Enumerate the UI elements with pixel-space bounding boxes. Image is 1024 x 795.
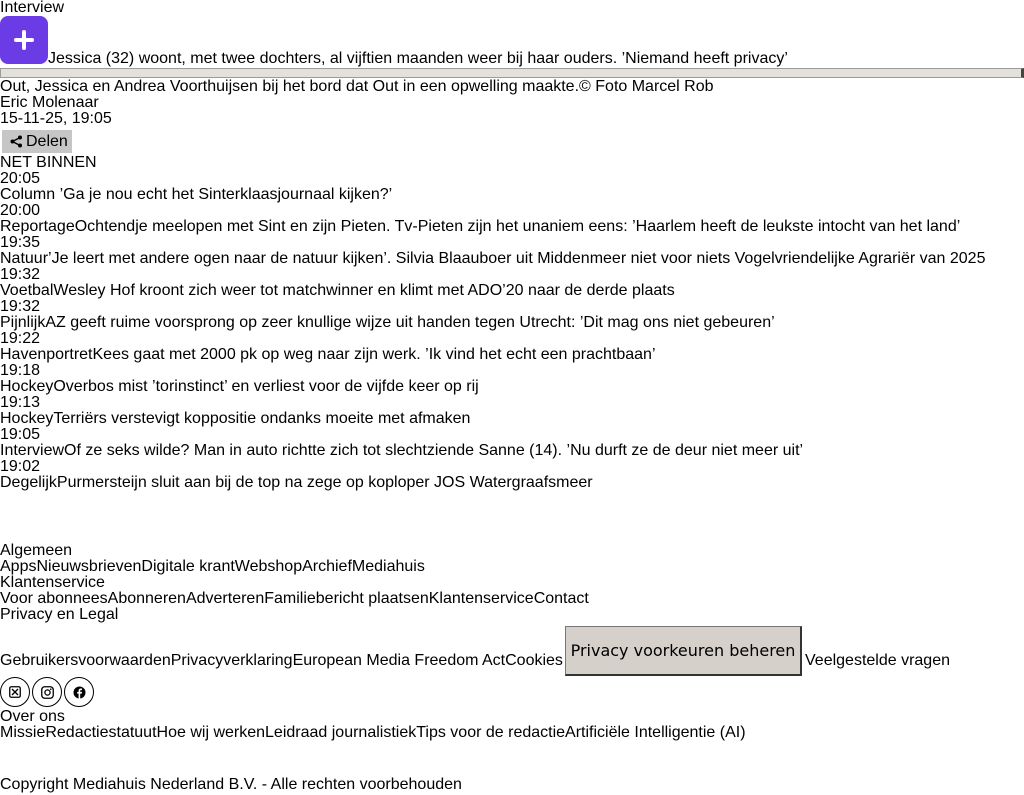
footer-customer-service-title: Klantenservice xyxy=(0,574,105,591)
news-item-title: Kees gaat met 2000 pk op weg naar zijn werk. ’Ik vind het echt een prachtbaan’ xyxy=(92,346,656,363)
news-item-time: 19:13 xyxy=(0,394,41,411)
footer-privacy-links xyxy=(0,653,563,669)
news-item-link[interactable] xyxy=(0,443,803,459)
caption-text: Out, Jessica en Andrea Voorthuijsen bij het bord dat Out in een opwelling maakte. xyxy=(0,78,580,95)
footer-link-webshop[interactable]: Webshop xyxy=(234,558,303,575)
news-item-title: AZ geeft ruime voorsprong op zeer knullige wijze uit handen tegen Utrecht: ’Dit mag ons niet gebeuren’ xyxy=(45,314,775,331)
news-item-title: Terriërs verstevigt koppositie ondanks moeite met afmaken xyxy=(53,410,471,427)
news-item-label: Havenportret xyxy=(0,346,93,363)
footer-customer-service-links xyxy=(0,591,589,607)
instagram-icon-glyph xyxy=(41,686,54,699)
copyright: Copyright Mediahuis Nederland B.V. - Alle rechten voorbehouden xyxy=(0,776,462,793)
news-item-title: Ochtendje meelopen met Sint en zijn Pieten. Tv-Pieten zijn het unaniem eens: ’Haarlem heeft de leukste intocht van het land’ xyxy=(74,218,961,235)
news-item-time: 19:18 xyxy=(0,362,41,379)
footer-link-faq[interactable]: Veelgestelde vragen xyxy=(805,652,950,669)
news-item-title: Purmersteijn sluit aan bij de top na zege op koploper JOS Watergraafsmeer xyxy=(56,474,593,491)
footer-link-digital-paper[interactable]: Digitale krant xyxy=(141,558,235,575)
article-author[interactable]: Eric Molenaar xyxy=(0,94,99,111)
article-headline: Jessica (32) woont, met twee dochters, al vijftien maanden weer bij haar ouders. ’Niemand heeft privacy’ xyxy=(48,50,788,67)
news-item-label: Interview xyxy=(0,442,65,459)
photo-credit: © Foto Marcel Rob xyxy=(579,78,714,95)
news-item-link[interactable] xyxy=(0,379,479,395)
news-item-time: 19:02 xyxy=(0,458,41,475)
share-icon xyxy=(10,135,23,148)
news-item-time: 19:32 xyxy=(0,298,41,315)
news-item-link[interactable] xyxy=(0,219,960,235)
footer-privacy-title: Privacy en Legal xyxy=(0,606,119,623)
article-section-label: Interview xyxy=(0,0,65,16)
footer-link-how-we-work[interactable]: Hoe wij werken xyxy=(156,724,266,741)
footer-link-contact[interactable]: Contact xyxy=(533,590,589,607)
news-item-title: Wesley Hof kroont zich weer tot matchwinner en klimt met ADO’20 naar de derde plaats xyxy=(53,282,675,299)
news-item-link[interactable] xyxy=(0,251,985,267)
footer-link-mission[interactable]: Missie xyxy=(0,724,46,741)
footer-link-cookies[interactable]: Cookies xyxy=(505,652,563,669)
footer-link-advertise[interactable]: Adverteren xyxy=(185,590,265,607)
news-item-label: Degelijk xyxy=(0,474,57,491)
news-item-label: Voetbal xyxy=(0,282,54,299)
facebook-icon-glyph xyxy=(73,686,86,699)
footer-link-terms[interactable]: Gebruikersvoorwaarden xyxy=(0,652,171,669)
news-item-title: Column ’Ga je nou echt het Sinterklaasjournaal kijken?’ xyxy=(0,186,393,203)
news-item-title: Of ze seks wilde? Man in auto richtte zich tot slechtziende Sanne (14). ’Nu durft ze de deur niet meer uit’ xyxy=(64,442,804,459)
news-item-title: Overbos mist ’torinstinct’ en verliest voor de vijfde keer op rij xyxy=(53,378,479,395)
news-feed-title: NET BINNEN xyxy=(0,154,97,171)
news-item-link[interactable] xyxy=(0,283,675,299)
footer-link-editorial-tips[interactable]: Tips voor de redactie xyxy=(416,724,566,741)
social-links xyxy=(0,677,96,707)
footer-link-editorial-statute[interactable]: Redactiestatuut xyxy=(45,724,157,741)
footer-about-links xyxy=(0,725,746,741)
footer-link-archive[interactable]: Archief xyxy=(302,558,352,575)
news-item-time: 20:05 xyxy=(0,170,41,187)
news-item-link[interactable] xyxy=(0,411,470,427)
x-icon-glyph xyxy=(9,686,21,698)
news-item-link[interactable] xyxy=(0,187,392,203)
hero-image-placeholder xyxy=(0,68,1024,78)
article-datetime: 15-11-25, 19:05 xyxy=(0,110,112,127)
footer-link-newsletters[interactable]: Nieuwsbrieven xyxy=(36,558,142,575)
news-item-label: Natuur xyxy=(0,250,49,267)
footer-link-subscribers[interactable]: Voor abonnees xyxy=(0,590,108,607)
x-icon[interactable] xyxy=(0,677,30,707)
footer-link-apps[interactable]: Apps xyxy=(0,558,37,575)
footer-link-ai[interactable]: Artificiële Intelligentie (AI) xyxy=(565,724,746,741)
news-item-link[interactable] xyxy=(0,347,656,363)
instagram-icon[interactable] xyxy=(32,677,62,707)
footer-general-title: Algemeen xyxy=(0,542,73,559)
news-item-time: 19:22 xyxy=(0,330,41,347)
news-item-title: ’Je leert met andere ogen naar de natuur kijken’. Silvia Blaauboer uit Middenmeer niet voor niets Vogelvriendelijke Agrariër van 2025 xyxy=(48,250,986,267)
privacy-preferences-button[interactable]: Privacy voorkeuren beheren xyxy=(565,626,802,676)
add-button[interactable] xyxy=(0,16,48,64)
footer-link-mediahuis[interactable]: Mediahuis xyxy=(351,558,425,575)
news-item-link[interactable] xyxy=(0,475,593,491)
footer-link-family-notice[interactable]: Familiebericht plaatsen xyxy=(264,590,429,607)
news-item-time: 19:32 xyxy=(0,266,41,283)
news-item-time: 19:35 xyxy=(0,234,41,251)
news-item-label: Hockey xyxy=(0,378,54,395)
news-item-time: 20:00 xyxy=(0,202,41,219)
footer-link-customer-service[interactable]: Klantenservice xyxy=(428,590,534,607)
news-item-time: 19:05 xyxy=(0,426,41,443)
news-item-label: Reportage xyxy=(0,218,75,235)
photo-caption xyxy=(0,79,714,95)
footer-general-links xyxy=(0,559,425,575)
footer-link-media-freedom-act[interactable]: European Media Freedom Act xyxy=(292,652,506,669)
facebook-icon[interactable] xyxy=(64,677,94,707)
footer-link-journalism-guide[interactable]: Leidraad journalistiek xyxy=(265,724,417,741)
news-item-label: Pijnlijk xyxy=(0,314,46,331)
share-button[interactable] xyxy=(2,130,72,153)
share-label: Delen xyxy=(26,132,68,150)
footer-about-title: Over ons xyxy=(0,708,65,725)
news-item-label: Hockey xyxy=(0,410,54,427)
footer-link-privacy-statement[interactable]: Privacyverklaring xyxy=(170,652,293,669)
news-item-link[interactable] xyxy=(0,315,775,331)
footer-link-subscribe[interactable]: Abonneren xyxy=(107,590,186,607)
